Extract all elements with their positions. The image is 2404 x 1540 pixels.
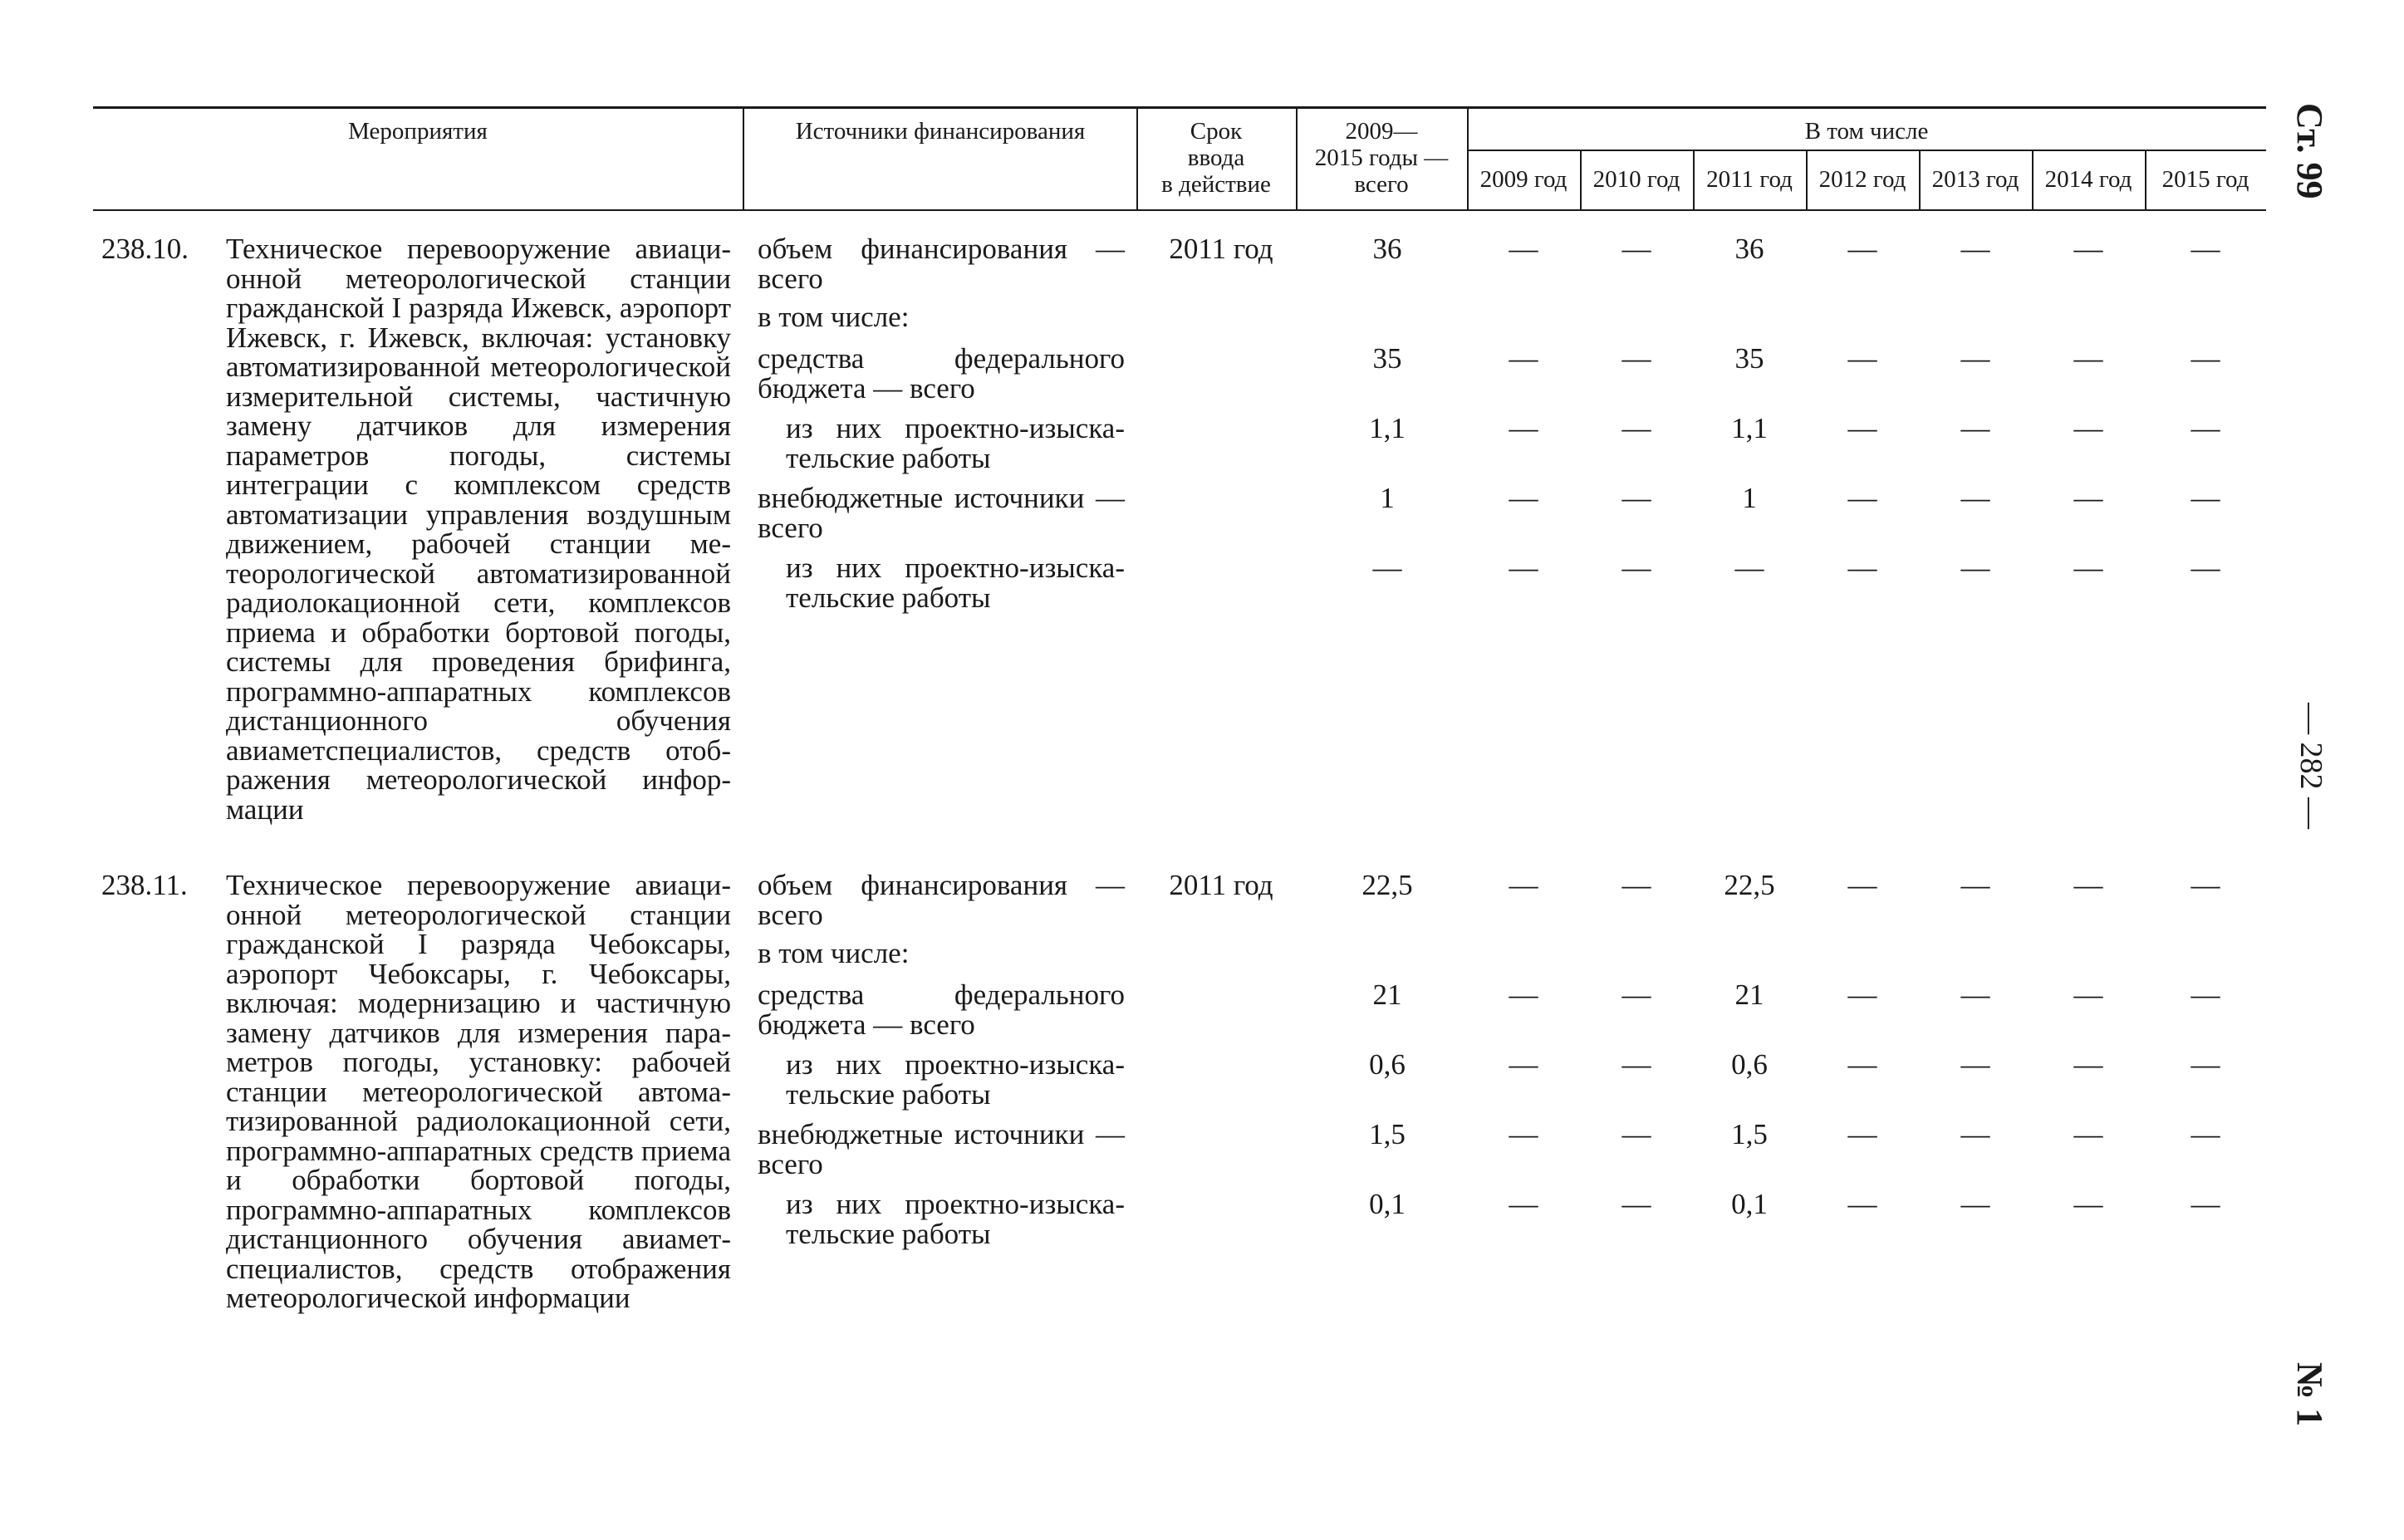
value-year: —	[1509, 1048, 1538, 1081]
value-year: —	[1847, 869, 1877, 901]
value-year: —	[1847, 233, 1877, 265]
source-label: внебюджетные источники — всего	[758, 1118, 1125, 1180]
header-year: 2011 год	[1706, 166, 1793, 193]
value-year: —	[1509, 552, 1538, 584]
value-total: 0,1	[1369, 1188, 1406, 1220]
value-year: —	[1621, 1118, 1651, 1150]
value-year: —	[1509, 1118, 1538, 1150]
entry-description: Техническое перевооружение авиационной метеорологической станции гражданской I разряда Чебоксары, аэропорт Чебоксары, г. Чебоксары, включая: модернизацию и частичную замену датчиков для измерения параметров погоды, установку: рабочей станции метеорологической автоматизированной радиолокационной сети, программно-аппаратных средств приема и обработки бортовой погоды, программно-аппаратных комплексов дистанционного обучения авиаметспециалистов, средств отображения метеорологической информации	[226, 869, 731, 1314]
value-year: —	[2191, 412, 2220, 444]
header-term-line: в действие	[1161, 171, 1271, 198]
value-year: —	[1509, 978, 1538, 1011]
value-year: —	[2073, 233, 2103, 265]
source-label: внебюджетные источники — всего	[758, 482, 1125, 544]
value-year: —	[1960, 342, 1990, 375]
header-year: 2014 год	[2044, 166, 2132, 193]
value-year: —	[1847, 1188, 1877, 1220]
value-year: —	[1509, 233, 1538, 265]
source-label: из них проектно-изыскательские работы	[786, 552, 1125, 614]
value-year: 35	[1734, 342, 1764, 375]
value-year: —	[1509, 342, 1538, 375]
header-total	[1296, 118, 1467, 198]
value-year: —	[1847, 552, 1877, 584]
header-including: В том числе	[1804, 118, 1929, 145]
value-year: —	[1847, 978, 1877, 1011]
table-header	[93, 106, 2266, 211]
source-label: в том числе:	[758, 937, 910, 969]
header-bottom-rule	[93, 209, 2266, 211]
value-year: —	[2073, 978, 2103, 1011]
header-total-line: всего	[1354, 171, 1409, 198]
value-year: —	[1621, 1188, 1651, 1220]
value-year: —	[2073, 1118, 2103, 1150]
value-year: —	[1621, 1048, 1651, 1081]
value-year: 36	[1734, 233, 1764, 265]
value-year: —	[1621, 412, 1651, 444]
entry-term: 2011 год	[1169, 233, 1273, 265]
entry-description: Техническое перевооружение авиационной метеорологической станции гражданской I разряда Ижевск, аэропорт Ижевск, г. Ижевск, включая: установку автоматизированной метеорологической измерительной системы, частичную замену датчиков для измерения параметров погоды, системы интеграции с комплексом средств автоматизации управления воздушным движением, рабочей станции метеорологической автоматизированной радиолокационной сети, комплексов приема и обработки бортовой погоды, системы для проведения брифинга, программно-аппаратных комплексов дистанционного обучения авиаметспециалистов, средств отображения метеорологической информации	[226, 233, 731, 826]
source-label: объем финансирования — всего	[758, 233, 1125, 295]
value-year: —	[1509, 412, 1538, 444]
value-year: —	[1960, 412, 1990, 444]
header-top-rule	[93, 106, 2266, 109]
value-year: —	[2191, 482, 2220, 514]
header-term-line: ввода	[1187, 145, 1245, 171]
value-year: —	[2073, 552, 2103, 584]
value-year: —	[2191, 869, 2220, 901]
value-year: —	[2191, 1048, 2220, 1081]
value-year: —	[2191, 978, 2220, 1011]
value-total: 21	[1372, 978, 1402, 1011]
value-year: —	[1847, 482, 1877, 514]
value-year: —	[1509, 869, 1538, 901]
header-term	[1136, 118, 1296, 198]
header-measures: Мероприятия	[348, 118, 488, 145]
value-year: —	[2073, 412, 2103, 444]
header-year: 2012 год	[1818, 166, 1906, 193]
value-year: —	[1621, 482, 1651, 514]
value-year: —	[1734, 552, 1764, 584]
entry-number: 238.10.	[101, 233, 189, 265]
value-total: 1,1	[1369, 412, 1406, 444]
header-term-line: Срок	[1190, 118, 1243, 145]
value-year: —	[1960, 1188, 1990, 1220]
value-year: —	[1847, 412, 1877, 444]
value-total: 1	[1380, 482, 1395, 514]
value-total: 36	[1372, 233, 1402, 265]
value-year: —	[2191, 342, 2220, 375]
entry-term: 2011 год	[1169, 869, 1273, 901]
header-sources: Источники финансирования	[795, 118, 1086, 145]
value-year: —	[1621, 869, 1651, 901]
header-year: 2015 год	[2161, 166, 2249, 193]
value-year: —	[1621, 978, 1651, 1011]
value-year: 1,1	[1731, 412, 1768, 444]
value-year: —	[1621, 233, 1651, 265]
value-total: 0,6	[1369, 1048, 1406, 1081]
value-year: 22,5	[1724, 869, 1775, 901]
source-label: объем финансирования — всего	[758, 869, 1125, 931]
value-total: —	[1372, 552, 1402, 584]
header-year: 2010 год	[1592, 166, 1680, 193]
value-year: —	[2191, 1188, 2220, 1220]
value-year: —	[1960, 1118, 1990, 1150]
value-total: 35	[1372, 342, 1402, 375]
value-year: —	[1621, 552, 1651, 584]
source-label: средства федерального бюджета — всего	[758, 342, 1125, 405]
value-year: —	[1960, 978, 1990, 1011]
value-year: —	[1960, 552, 1990, 584]
value-year: —	[1847, 1118, 1877, 1150]
value-year: —	[1960, 482, 1990, 514]
value-year: 21	[1734, 978, 1764, 1011]
value-year: —	[2073, 482, 2103, 514]
value-year: —	[2073, 342, 2103, 375]
value-year: —	[1960, 869, 1990, 901]
value-year: —	[2073, 1188, 2103, 1220]
value-year: —	[2191, 1118, 2220, 1150]
value-year: 0,6	[1731, 1048, 1768, 1081]
value-year: —	[1960, 233, 1990, 265]
source-label: в том числе:	[758, 301, 910, 333]
header-year: 2009 год	[1479, 166, 1568, 193]
value-year: —	[1509, 1188, 1538, 1220]
source-label: средства федерального бюджета — всего	[758, 978, 1125, 1041]
header-year: 2013 год	[1931, 166, 2019, 193]
page-number: — 282 —	[2294, 703, 2328, 829]
value-year: —	[2191, 552, 2220, 584]
issue-label: № 1	[2289, 1362, 2330, 1427]
value-year: —	[1960, 1048, 1990, 1081]
value-year: —	[1847, 1048, 1877, 1081]
value-year: —	[2191, 233, 2220, 265]
value-total: 1,5	[1369, 1118, 1406, 1150]
header-total-line: 2009—	[1345, 118, 1418, 145]
value-year: —	[1621, 342, 1651, 375]
source-label: из них проектно-изыскательские работы	[786, 1188, 1125, 1250]
header-total-line: 2015 годы —	[1314, 145, 1449, 171]
value-year: 1,5	[1731, 1118, 1768, 1150]
header-divider	[743, 106, 744, 211]
value-year: —	[2073, 1048, 2103, 1081]
source-label: из них проектно-изыскательские работы	[786, 1048, 1125, 1111]
value-year: 1	[1742, 482, 1757, 514]
value-year: 0,1	[1731, 1188, 1768, 1220]
entry-number: 238.11.	[101, 869, 188, 901]
value-year: —	[1847, 342, 1877, 375]
article-label: Ст. 99	[2289, 103, 2330, 199]
value-total: 22,5	[1361, 869, 1413, 901]
value-year: —	[1509, 482, 1538, 514]
source-label: из них проектно-изыскательские работы	[786, 412, 1125, 474]
value-year: —	[2073, 869, 2103, 901]
